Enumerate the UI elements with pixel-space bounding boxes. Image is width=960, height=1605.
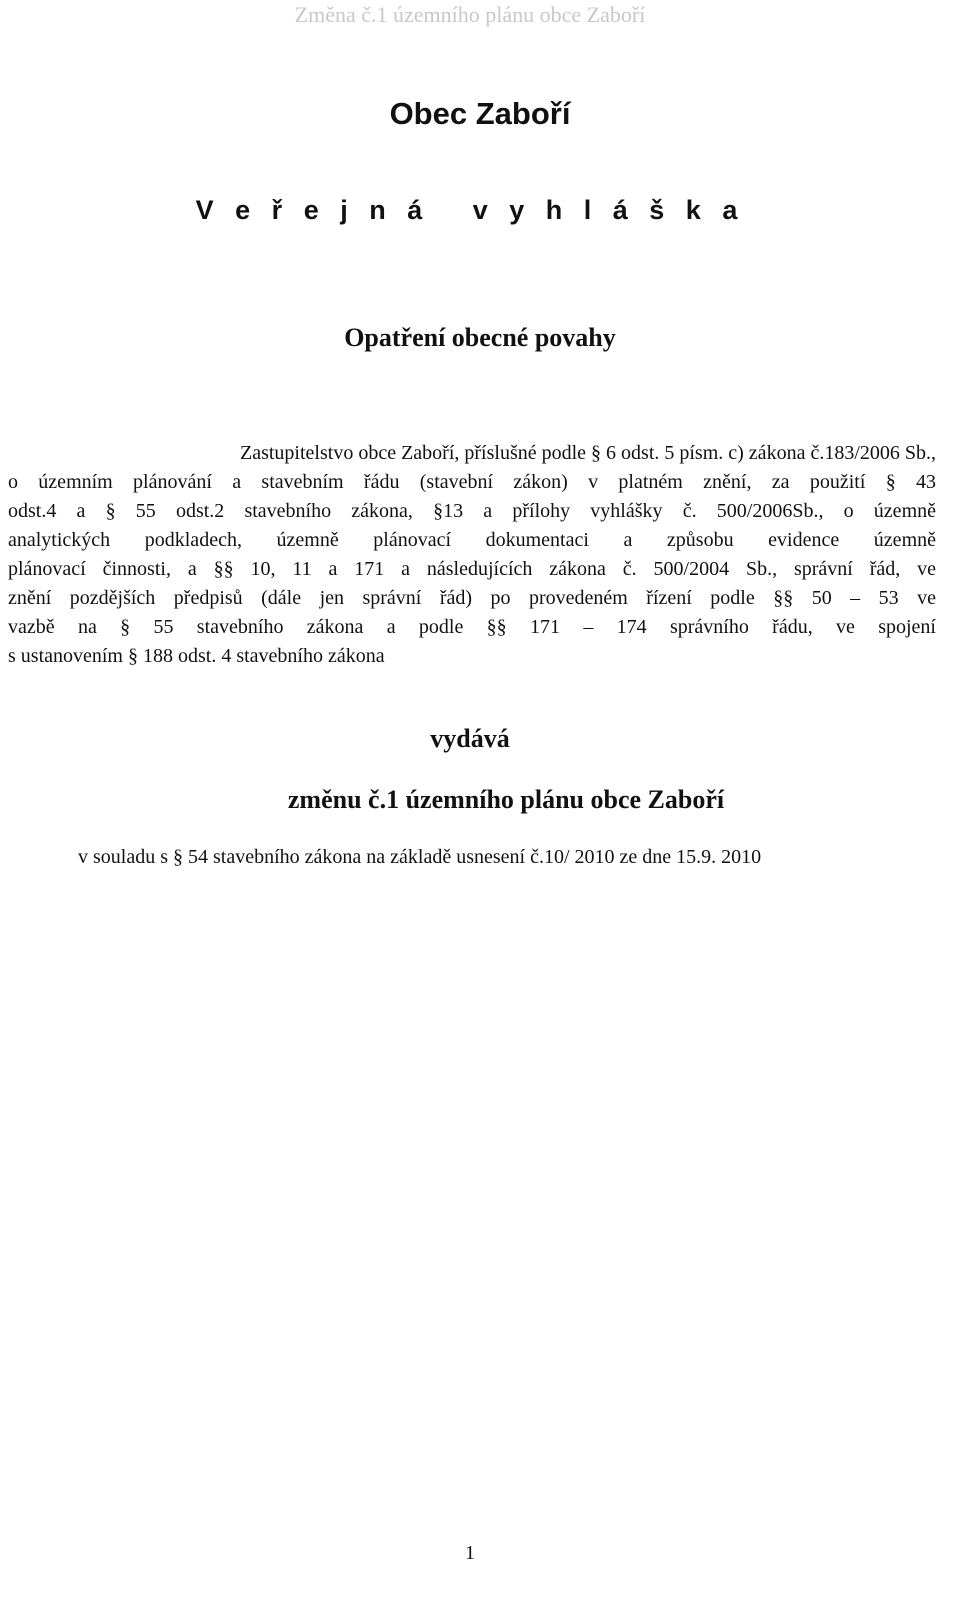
paragraph-line: vazbě na § 55 stavebního zákona a podle §§ 171 – 174 správního řádu, ve spojení xyxy=(8,616,936,638)
issues-heading: vydává xyxy=(430,724,510,753)
paragraph-line: odst.4 a § 55 odst.2 stavebního zákona, §13 a přílohy vyhlášky č. 500/2006Sb., o územně xyxy=(8,500,936,522)
paragraph-line: znění pozdějších předpisů (dále jen správní řád) po provedeném řízení podle §§ 50 – 53 ve xyxy=(8,587,936,609)
running-header: Změna č.1 územního plánu obce Zaboří xyxy=(294,2,646,27)
measure-heading: Opatření obecné povahy xyxy=(344,323,616,352)
paragraph-line: plánovací činnosti, a §§ 10, 11 a 171 a následujících zákona č. 500/2004 Sb., správní řád, ve xyxy=(8,558,936,580)
municipality-title: Obec Zaboří xyxy=(389,96,571,131)
paragraph-line: s ustanovením § 188 odst. 4 stavebního zákona xyxy=(8,645,385,667)
paragraph-line: analytických podkladech, územně plánovací dokumentaci a způsobu evidence územně xyxy=(8,529,936,551)
paragraph-line: Zastupitelstvo obce Zaboří, příslušné podle § 6 odst. 5 písm. c) zákona č.183/2006 Sb., xyxy=(240,442,936,464)
page-number: 1 xyxy=(465,1542,475,1564)
paragraph-line: o územním plánování a stavebním řádu (stavební zákon) v platném znění, za použití § 43 xyxy=(8,471,936,493)
document-type-label: V e ř e j n á v y h l á š k a xyxy=(195,195,745,225)
legal-basis-paragraph xyxy=(8,439,936,671)
subject-heading: změnu č.1 územního plánu obce Zaboří xyxy=(287,785,725,814)
document-type-heading xyxy=(0,195,940,226)
accordance-line: v souladu s § 54 stavebního zákona na základě usnesení č.10/ 2010 ze dne 15.9. 2010 xyxy=(78,846,762,868)
